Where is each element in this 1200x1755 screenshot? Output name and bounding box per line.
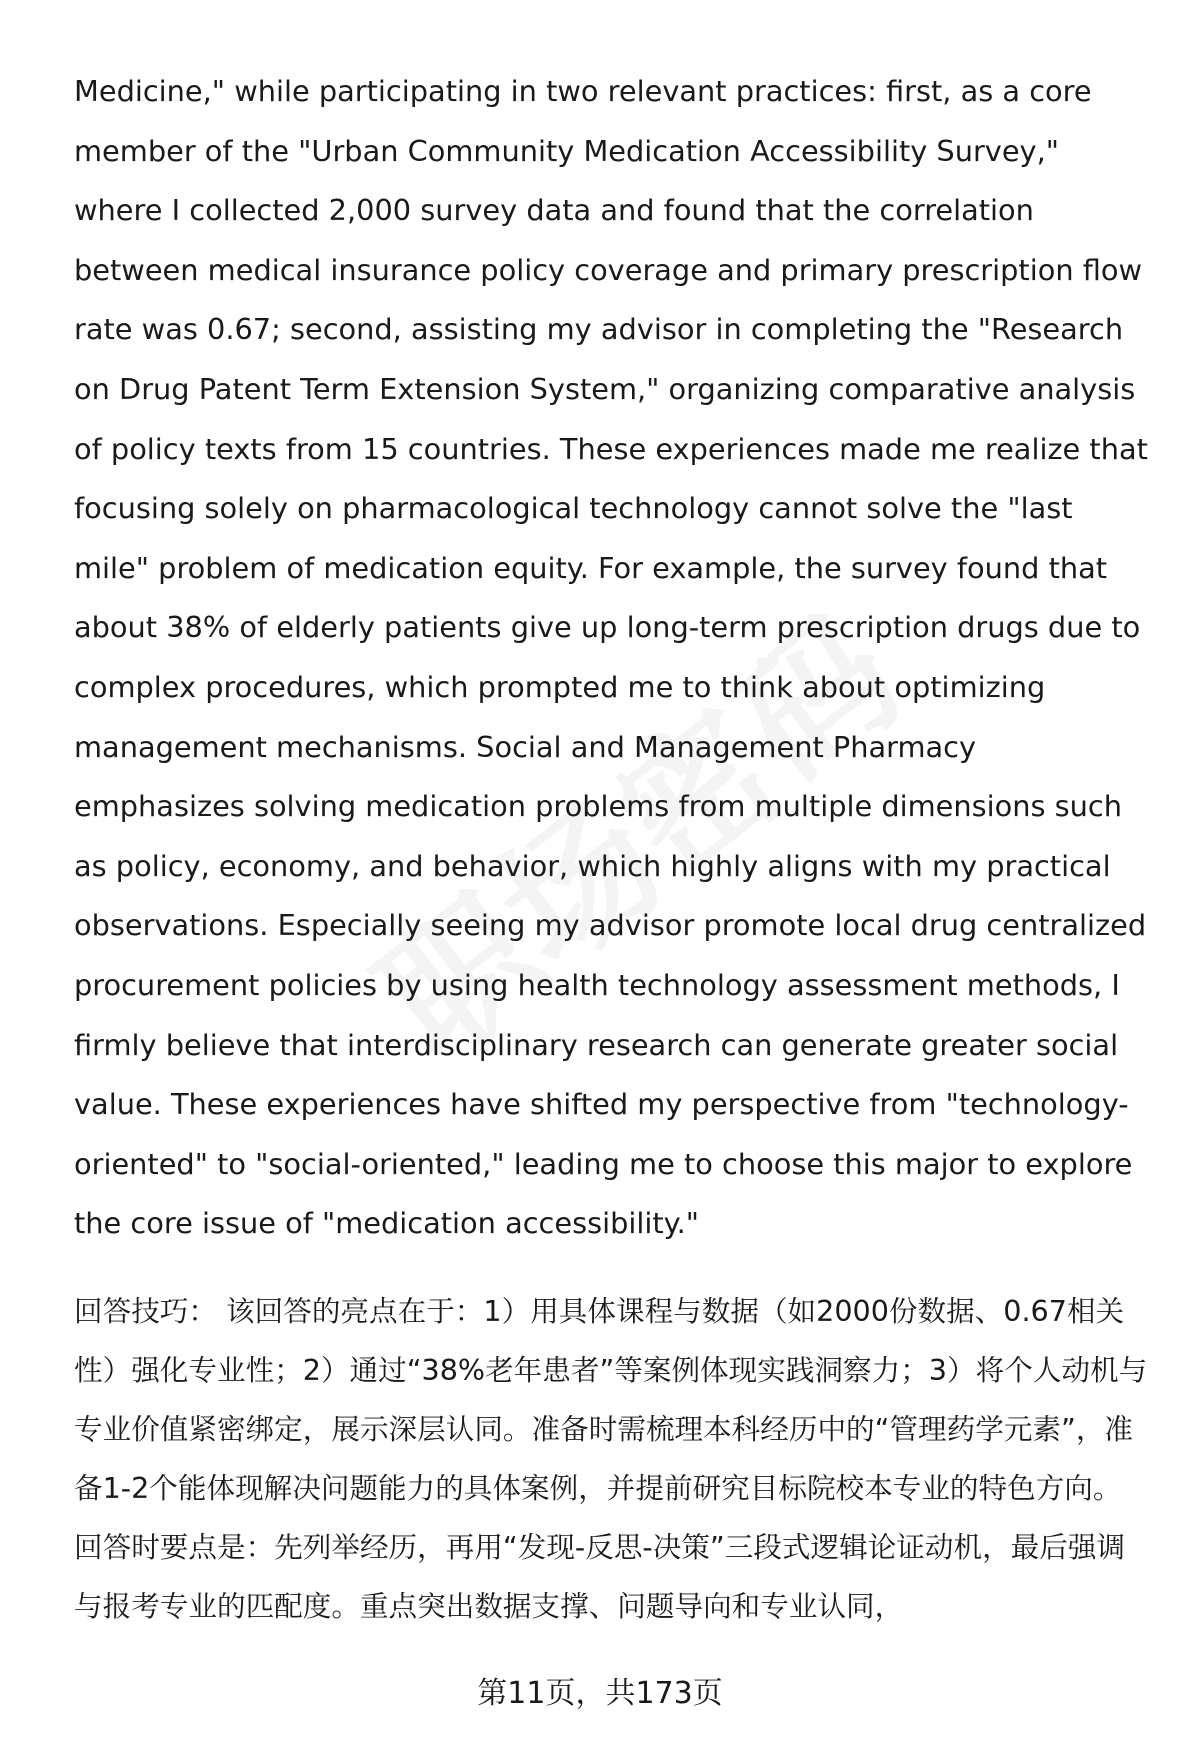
- page-number-footer: 第11页，共173页: [477, 1676, 723, 1711]
- answer-tips-paragraph: 回答技巧： 该回答的亮点在于：1）用具体课程与数据（如2000份数据、0.67相关性）强化专业性；2）通过“38%老年患者”等案例体现实践洞察力；3）将个人动机与专业价值紧密绑定，展示深层认同。准备时需梳理本科经历中的“管理药学元素”，准备1-2个能体现解决问题能力的具体案例，并提前研究目标院校本专业的特色方向。回答时要点是：先列举经历，再用“发现-反思-决策”三段式逻辑论证动机，最后强调与报考专业的匹配度。重点突出数据支撑、问题导向和专业认同，: [74, 1294, 1148, 1623]
- english-answer-paragraph: Medicine," while participating in two relevant practices: first, as a core member of the "Urban Community Medication Accessibility Survey," where I collected 2,000 survey data and found that the correlation between medical insurance policy coverage and primary prescription flow rate was 0.67; second, assisting my advisor in completing the "Research on Drug Patent Term Extension System," organizing comparative analysis of policy texts from 15 countries. These experiences made me realize that focusing solely on pharmacological technology cannot solve the "last mile" problem of medication equity. For example, the survey found that about 38% of elderly patients give up long-term prescription drugs due to complex procedures, which prompted me to think about optimizing management mechanisms. Social and Management Pharmacy emphasizes solving medication problems from multiple dimensions such as policy, economy, and behavior, which highly aligns with my practical observations. Especially seeing my advisor promote local drug centralized procurement policies by using health technology assessment methods, I firmly believe that interdisciplinary research can generate greater social value. These experiences have shifted my perspective from "technology-oriented" to "social-oriented," leading me to choose this major to explore the core issue of "medication accessibility.": [74, 74, 1148, 1241]
